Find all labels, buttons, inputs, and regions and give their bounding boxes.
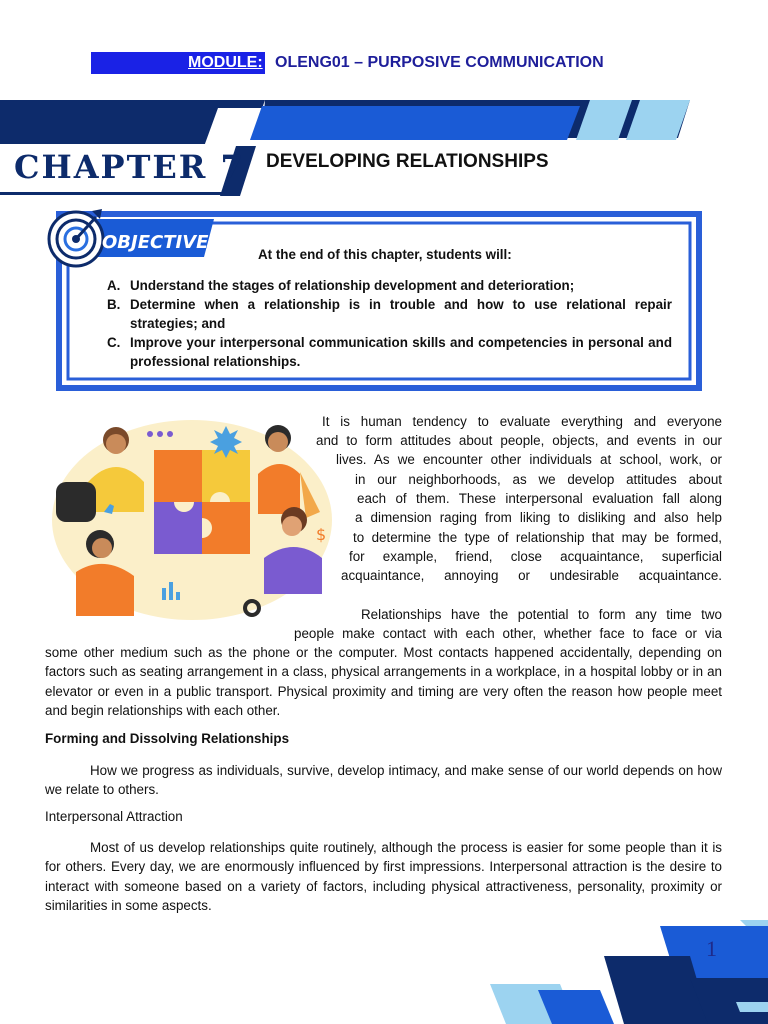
para2-line: Relationships have the potential to form any time two bbox=[361, 607, 722, 622]
objective-text: Determine when a relationship is in trouble and how to use relational repair strategies; and bbox=[130, 297, 672, 331]
chapter-title: DEVELOPING RELATIONSHIPS bbox=[266, 151, 549, 172]
subsection-paragraph: Most of us develop relationships quite routinely, although the process is easier for some people than it is for others. Every day, we are enormously influenced by first impressions. Interpersonal attraction is the desire to interact with someone based on a variety of factors, including physical attractiveness, personality, proximity or similarities in some aspects. bbox=[45, 840, 722, 913]
puzzle-team-illustration bbox=[42, 412, 332, 624]
section-heading: Forming and Dissolving Relationships bbox=[45, 731, 290, 746]
page-number: 1 bbox=[706, 936, 717, 961]
section-paragraph: How we progress as individuals, survive, develop intimacy, and make sense of our world depends on how we relate to others. bbox=[45, 763, 722, 798]
intro-line: to determine the type of relationship that may be formed, bbox=[353, 530, 722, 545]
objective-item-a bbox=[107, 276, 672, 295]
intro-line: in our neighborhoods, as we develop attitudes about bbox=[355, 472, 722, 487]
objective-text: Understand the stages of relationship development and deterioration; bbox=[130, 278, 575, 293]
module-label: MODULE: bbox=[188, 54, 263, 71]
module-title: OLENG01 – PURPOSIVE COMMUNICATION bbox=[275, 54, 604, 71]
intro-line: lives. As we encounter other individuals at school, work, or bbox=[336, 452, 722, 467]
objectives-intro: At the end of this chapter, students will: bbox=[258, 247, 512, 262]
objective-item-c bbox=[107, 333, 672, 371]
footer-graphic bbox=[0, 920, 768, 1024]
subsection-heading: Interpersonal Attraction bbox=[45, 809, 183, 824]
intro-line: each of them. These interpersonal evaluation fall along bbox=[357, 491, 722, 506]
objective-letter: B. bbox=[107, 297, 121, 312]
objective-item-b bbox=[107, 295, 672, 333]
objectives-badge-label: OBJECTIVES bbox=[102, 232, 222, 253]
objective-letter: A. bbox=[107, 278, 121, 293]
intro-line: acquaintance, annoying or undesirable acquaintance. bbox=[341, 568, 722, 583]
objective-letter: C. bbox=[107, 335, 121, 350]
intro-line: a dimension raging from liking to disliking and also help bbox=[355, 510, 722, 525]
intro-line: and to form attitudes about people, objects, and events in our bbox=[316, 433, 722, 448]
para2-rest: some other medium such as the phone or the computer. Most contacts happened accidentally, depending on factors such as seating arrangement in a class, physical arrangements in a workplace, in a hospital lobby or in an elevator or even in a public transport. Physical proximity and timing are very often the reason how people meet and begin relationships with each other. bbox=[45, 645, 722, 718]
svg-text:$: $ bbox=[316, 525, 327, 544]
para2-line: people make contact with each other, whether face to face or via bbox=[294, 626, 722, 641]
chapter-number: CHAPTER 7 bbox=[14, 148, 245, 186]
objective-text: Improve your interpersonal communication skills and competencies in personal and professional relationships. bbox=[130, 335, 672, 369]
intro-line: It is human tendency to evaluate everything and everyone bbox=[322, 414, 722, 429]
intro-line: for example, friend, close acquaintance, superficial bbox=[349, 549, 722, 564]
